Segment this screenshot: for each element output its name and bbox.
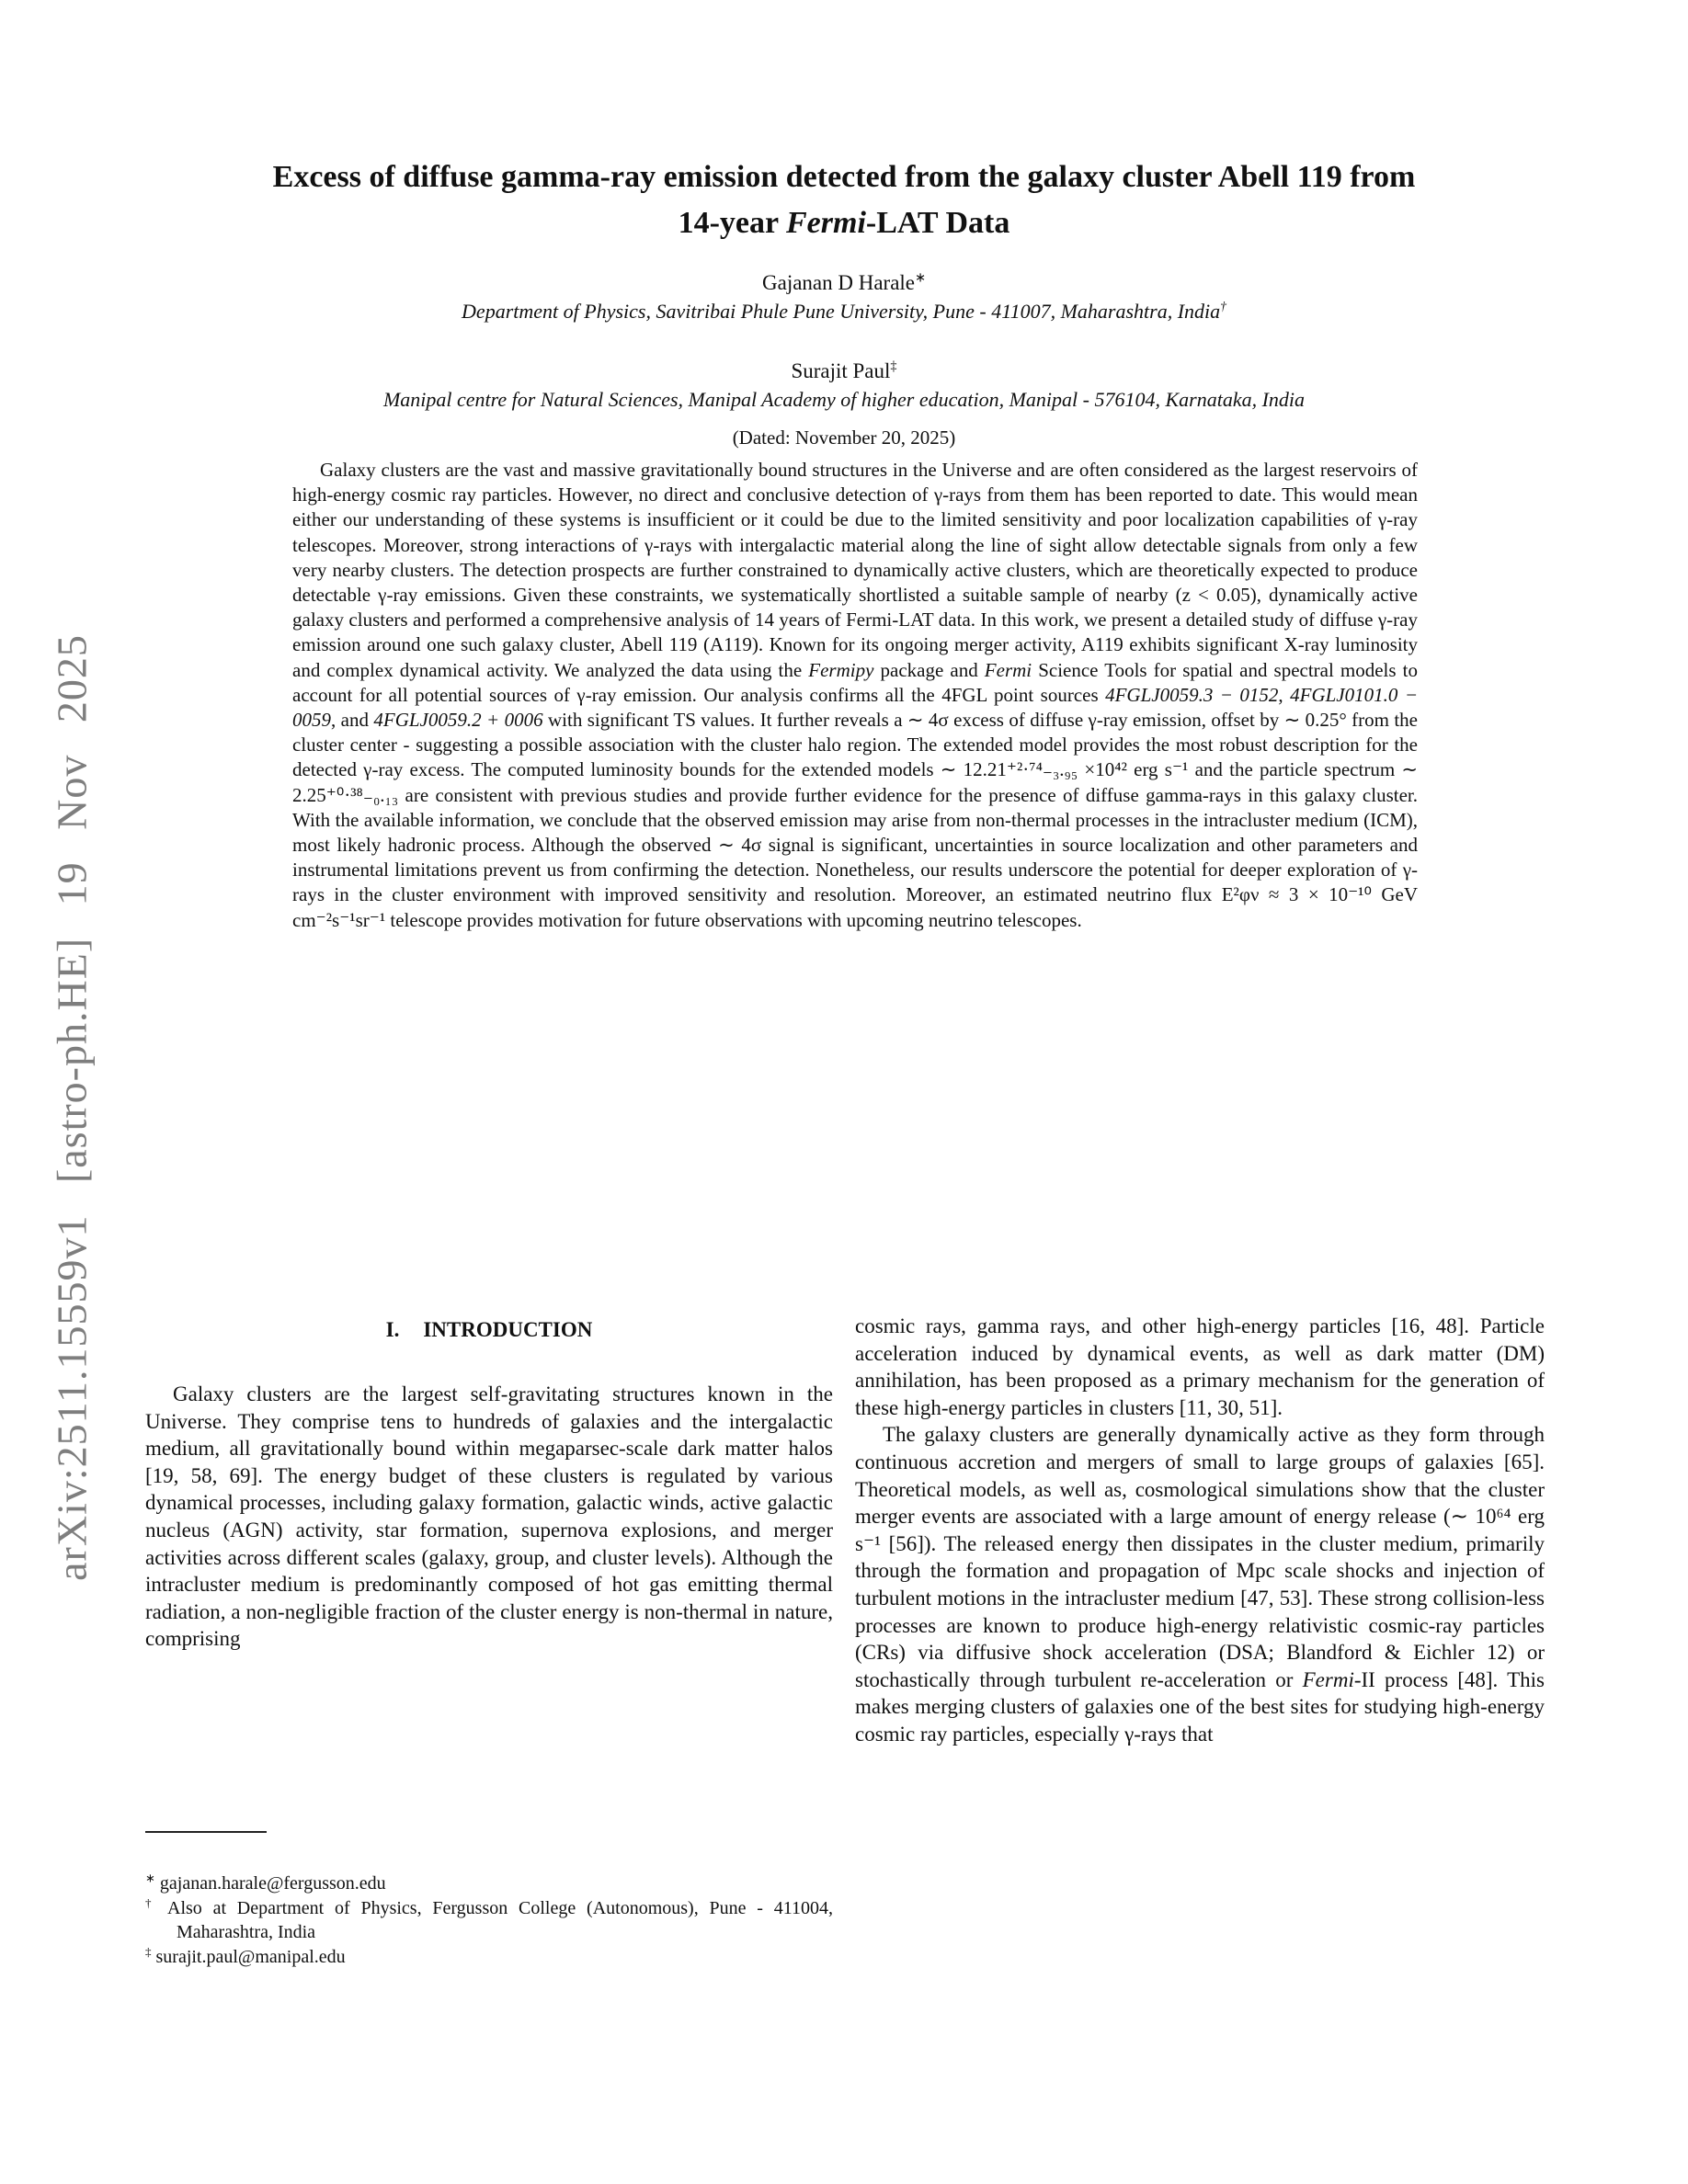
author-2-footnote-mark: ‡ — [890, 358, 897, 374]
footnote-mark-2: † — [145, 1894, 158, 1909]
intro-paragraph-right-2: The galaxy clusters are generally dynamically active as they form through continuous accretion and mergers of small to large groups of galaxies [65]. Theoretical models, as well as, cosmological simulations show that the cluster merger events are associated with a large amount of energy release (∼ 10⁶⁴ erg s⁻¹ [56]). The released energy then dissipates in the cluster medium, primarily through the formation and propagation of Mpc scale shocks and injection of turbulent motions in the intracluster medium [47, 53]. These strong collision-less processes are known to produce high-energy relativistic cosmic-ray particles (CRs) via diffusive shock acceleration (DSA; Blandford & Eichler 12) or stochastically through turbulent re-acceleration or Fermi-II process [48]. This makes merging clusters of galaxies one of the best sites for studying high-energy cosmic ray particles, especially γ-rays that — [855, 1423, 1545, 1746]
title-line-2: 14-year Fermi-LAT Data — [678, 206, 1010, 240]
section-heading-introduction — [145, 1316, 833, 1344]
footnote-text-1: gajanan.harale@fergusson.edu — [159, 1873, 386, 1894]
footnote-also-at — [145, 1896, 833, 1945]
affiliation-1-footnote-mark: † — [1220, 299, 1226, 313]
footnote-block — [145, 1831, 833, 1969]
author-2-text: Surajit Paul — [791, 359, 891, 382]
footnote-rule — [145, 1831, 267, 1833]
section-title: INTRODUCTION — [423, 1318, 593, 1341]
arxiv-watermark: arXiv:2511.15559v1 [astro-ph.HE] 19 Nov 2025 — [48, 634, 96, 1581]
left-column — [145, 1316, 833, 1653]
abstract: Galaxy clusters are the vast and massive gravitationally bound structures in the Universe and are often considered as the largest reservoirs of high-energy cosmic ray particles. However, no direct and conclusive detection of γ-rays from them has been reported to date. This would mean either our understanding of these systems is insufficient or it could be due to the limited sensitivity and poor localization capabilities of γ-ray telescopes. Moreover, strong interactions of γ-rays with intergalactic material along the line of sight allow detectable signals from only a few very nearby clusters. The detection prospects are further constrained to dynamically active clusters, which are theoretically expected to produce detectable γ-ray emissions. Given these constraints, we systematically shortlisted a suitable sample of nearby (z < 0.05), dynamically active galaxy clusters and performed a comprehensive analysis of 14 years of Fermi-LAT data. In this work, we present a detailed study of diffuse γ-ray emission around one such galaxy cluster, Abell 119 (A119). Known for its ongoing merger activity, A119 exhibits significant X-ray luminosity and complex dynamical activity. We analyzed the data using the Fermipy package and Fermi Science Tools for spatial and spectral models to account for all potential sources of γ-ray emission. Our analysis confirms all the 4FGL point sources 4FGLJ0059.3 − 0152, 4FGLJ0101.0 − 0059, and 4FGLJ0059.2 + 0006 with significant TS values. It further reveals a ∼ 4σ excess of diffuse γ-ray emission, offset by ∼ 0.25° from the cluster center - suggesting a possible association with the cluster halo region. The extended model provides the most robust description for the detected γ-ray excess. The computed luminosity bounds for the extended models ∼ 12.21⁺²·⁷⁴₋₃.₉₅ ×10⁴² erg s⁻¹ and the particle spectrum ∼ 2.25⁺⁰·³⁸₋₀.₁₃ are consistent with previous studies and provide further evidence for the presence of diffuse gamma-rays in this galaxy cluster. With the available information, we conclude that the observed emission may arise from non-thermal processes in the intracluster medium (ICM), most likely hadronic process. Although the observed ∼ 4σ signal is significant, uncertainties in source localization and other parameters and instrumental limitations prevent us from confirming the detection. Nonetheless, our results underscore the potential for deeper exploration of γ-rays in the cluster environment with improved sensitivity and resolution. Moreover, an estimated neutrino flux E²φν ≈ 3 × 10⁻¹⁰ GeV cm⁻²s⁻¹sr⁻¹ telescope provides motivation for future observations with upcoming neutrino telescopes. — [292, 459, 1419, 931]
author-name-1 — [145, 270, 1543, 296]
footnote-text-2: Also at Department of Physics, Fergusson College (Autonomous), Pune - 411004, Maharashtra, India — [167, 1897, 833, 1942]
section-number: I. — [385, 1318, 400, 1341]
author-1-text: Gajanan D Harale — [762, 271, 916, 294]
footnote-email-author-2 — [145, 1945, 833, 1970]
footnote-text-3: surajit.paul@manipal.edu — [155, 1946, 346, 1967]
intro-paragraph-right-1: cosmic rays, gamma rays, and other high-energy particles [16, 48]. Particle acceleration induced by dynamical events, as well as dark matter (DM) annihilation, has been proposed as a primary mechanism for the generation of these high-energy particles in clusters [11, 30, 51]. — [855, 1314, 1545, 1419]
footnote-mark-1: ∗ — [145, 1871, 155, 1885]
footnote-mark-3: ‡ — [145, 1943, 152, 1958]
right-column — [855, 1313, 1545, 1748]
author-1-footnote-mark: ∗ — [915, 270, 926, 286]
intro-paragraph-left: Galaxy clusters are the largest self-gravitating structures known in the Universe. They comprise tens to hundreds of galaxies and the intergalactic medium, all gravitationally bound within megaparsec-scale dark matter halos [19, 58, 69]. The energy budget of these clusters is regulated by various dynamical processes, including galaxy formation, galactic winds, active galactic nucleus (AGN) activity, star formation, supernova explosions, and merger activities across different scales (galaxy, group, and cluster levels). Although the intracluster medium is predominantly composed of hot gas emitting thermal radiation, a non-negligible fraction of the cluster energy is non-thermal in nature, comprising — [145, 1382, 833, 1651]
author-affiliation-1 — [145, 298, 1543, 325]
date-line: (Dated: November 20, 2025) — [732, 427, 956, 449]
affiliation-1-text: Department of Physics, Savitribai Phule Pune University, Pune - 411007, Maharashtra, India — [462, 300, 1221, 323]
paper-header — [145, 154, 1543, 450]
footnote-email-author-1 — [145, 1871, 833, 1896]
title-line-1: Excess of diffuse gamma-ray emission detected from the galaxy cluster Abell 119 from — [272, 160, 1416, 194]
paper-title — [145, 154, 1543, 246]
affiliation-2-text: Manipal centre for Natural Sciences, Manipal Academy of higher education, Manipal - 576104, Karnataka, India — [382, 388, 1306, 411]
author-affiliation-2 — [145, 386, 1543, 414]
author-name-2 — [145, 358, 1543, 384]
